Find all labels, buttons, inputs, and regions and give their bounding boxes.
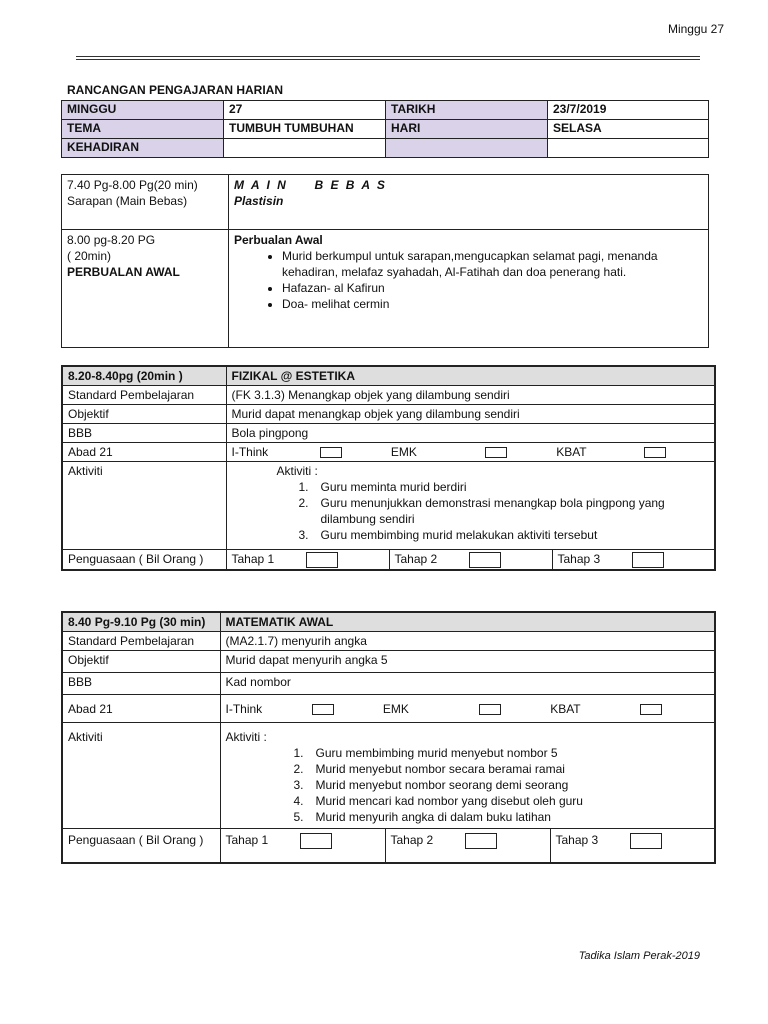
tahap2-label: Tahap 2	[390, 833, 434, 847]
abad-label: Abad 21	[62, 695, 220, 723]
schedule-row	[62, 230, 709, 348]
lesson-table-matematik	[61, 611, 716, 864]
kbat-label: KBAT	[556, 445, 587, 459]
step-list	[299, 479, 710, 543]
document-title: RANCANGAN PENGAJARAN HARIAN	[67, 83, 284, 97]
activity-title: Perbualan Awal	[234, 233, 323, 247]
tahap2-cell	[385, 829, 550, 863]
tema-label: TEMA	[62, 120, 224, 139]
lesson-header-row	[62, 612, 715, 632]
time-cell	[62, 175, 229, 230]
sp-label: Standard Pembelajaran	[62, 386, 226, 405]
duration-text: ( 20min)	[67, 249, 112, 263]
time-cell	[62, 230, 229, 348]
abad-label: Abad 21	[62, 443, 226, 462]
tahap2-input[interactable]	[465, 833, 497, 849]
ithink-label: I-Think	[231, 445, 269, 459]
tahap3-cell	[552, 550, 715, 570]
bbb-value: Bola pingpong	[226, 424, 715, 443]
tahap2-label: Tahap 2	[394, 552, 438, 566]
tarikh-value: 23/7/2019	[548, 101, 709, 120]
time-sub: Sarapan (Main Bebas)	[67, 194, 188, 208]
table-row	[62, 673, 715, 695]
objektif-value: Murid dapat menyurih angka 5	[220, 651, 715, 673]
tema-value: TUMBUH TUMBUHAN	[224, 120, 386, 139]
list-item: 2. Murid menyebut nombor secara beramai ramai	[293, 762, 565, 776]
info-table	[61, 100, 709, 158]
objektif-label: Objektif	[62, 651, 220, 673]
tahap1-cell	[220, 829, 385, 863]
time-text: 8.00 pg-8.20 PG	[67, 233, 156, 247]
aktiviti-cell	[226, 462, 715, 550]
bullet-list	[234, 248, 703, 312]
abad-options	[220, 695, 715, 723]
lesson-time: 8.20-8.40pg (20min )	[62, 366, 226, 386]
sp-value: (MA2.1.7) menyurih angka	[220, 632, 715, 651]
minggu-label: MINGGU	[62, 101, 224, 120]
tahap3-cell	[550, 829, 715, 863]
aktiviti-label: Aktiviti	[62, 462, 226, 550]
list-item: 1. Guru membimbing murid menyebut nombor 5	[293, 746, 558, 760]
week-label: Minggu 27	[667, 22, 724, 36]
kbat-label: KBAT	[550, 701, 581, 716]
kehadiran-value[interactable]	[224, 139, 386, 158]
list-item: 4. Murid mencari kad nombor yang disebut oleh guru	[293, 794, 583, 808]
bbb-label: BBB	[62, 673, 220, 695]
list-item: • Murid berkumpul untuk sarapan,mengucapkan selamat pagi, menanda kehadiran, melafaz syahadah, Al-Fatihah dan doa penerang hati.	[282, 248, 703, 280]
table-row	[62, 632, 715, 651]
hari-label: HARI	[386, 120, 548, 139]
lesson-header-row	[62, 366, 715, 386]
table-row	[62, 405, 715, 424]
aktiviti-title: Aktiviti :	[276, 464, 318, 478]
list-item: 5. Murid menyurih angka di dalam buku latihan	[293, 810, 551, 824]
penguasaan-label: Penguasaan ( Bil Orang )	[62, 550, 226, 570]
tahap1-label: Tahap 1	[231, 552, 275, 566]
session-label: PERBUALAN AWAL	[67, 265, 180, 279]
ithink-checkbox[interactable]	[320, 447, 342, 458]
header-divider-2	[76, 59, 700, 60]
lesson-subject: MATEMATIK AWAL	[220, 612, 715, 632]
table-row	[62, 695, 715, 723]
sp-value: (FK 3.1.3) Menangkap objek yang dilambung sendiri	[226, 386, 715, 405]
lesson-time: 8.40 Pg-9.10 Pg (30 min)	[62, 612, 220, 632]
list-item: • Hafazan- al Kafirun	[282, 280, 703, 296]
tahap3-label: Tahap 3	[557, 552, 601, 566]
schedule-table	[61, 174, 709, 348]
table-row	[62, 723, 715, 829]
tahap1-cell	[226, 550, 389, 570]
info-row	[62, 139, 709, 158]
step-list	[294, 745, 710, 825]
penguasaan-label: Penguasaan ( Bil Orang )	[62, 829, 220, 863]
list-item: 3. Guru membimbing murid melakukan aktiviti tersebut	[298, 528, 598, 542]
header-divider	[76, 56, 700, 57]
info-row	[62, 101, 709, 120]
schedule-row	[62, 175, 709, 230]
table-row	[62, 443, 715, 462]
bbb-value: Kad nombor	[220, 673, 715, 695]
list-item: • Doa- melihat cermin	[282, 296, 703, 312]
footer-text: Tadika Islam Perak-2019	[578, 950, 700, 962]
abad-options	[226, 443, 715, 462]
time-text: 7.40 Pg-8.00 Pg(20 min)	[67, 178, 198, 192]
list-item: 2. Guru menunjukkan demonstrasi menangkap bola pingpong yang dilambung sendiri	[298, 496, 665, 526]
kehadiran-label: KEHADIRAN	[62, 139, 224, 158]
table-row	[62, 651, 715, 673]
objektif-value: Murid dapat menangkap objek yang dilambung sendiri	[226, 405, 715, 424]
table-row	[62, 386, 715, 405]
tahap2-input[interactable]	[469, 552, 501, 568]
aktiviti-label: Aktiviti	[62, 723, 220, 829]
table-row	[62, 550, 715, 570]
sp-label: Standard Pembelajaran	[62, 632, 220, 651]
emk-label: EMK	[390, 445, 417, 459]
blank-value-cell[interactable]	[548, 139, 709, 158]
table-row	[62, 424, 715, 443]
aktiviti-title: Aktiviti :	[225, 730, 267, 744]
minggu-value: 27	[224, 101, 386, 120]
ithink-label: I-Think	[225, 701, 263, 716]
list-item: 1. Guru meminta murid berdiri	[298, 480, 467, 494]
blank-label-cell	[386, 139, 548, 158]
lesson-subject: FIZIKAL @ ESTETIKA	[226, 366, 715, 386]
table-row	[62, 462, 715, 550]
emk-checkbox[interactable]	[485, 447, 507, 458]
objektif-label: Objektif	[62, 405, 226, 424]
tahap3-input[interactable]	[630, 833, 662, 849]
tahap2-cell	[389, 550, 552, 570]
kbat-checkbox[interactable]	[640, 704, 662, 715]
activity-cell	[229, 230, 709, 348]
activity-cell	[229, 175, 709, 230]
tahap1-label: Tahap 1	[225, 833, 269, 847]
emk-checkbox[interactable]	[479, 704, 501, 715]
ithink-checkbox[interactable]	[312, 704, 334, 715]
tahap3-input[interactable]	[632, 552, 664, 568]
tahap1-input[interactable]	[306, 552, 338, 568]
hari-value: SELASA	[548, 120, 709, 139]
activity-sub: Plastisin	[234, 194, 284, 208]
lesson-table-fizikal	[61, 365, 716, 571]
tahap3-label: Tahap 3	[555, 833, 599, 847]
tahap1-input[interactable]	[300, 833, 332, 849]
table-row	[62, 829, 715, 863]
list-item: 3. Murid menyebut nombor seorang demi seorang	[293, 778, 569, 792]
bbb-label: BBB	[62, 424, 226, 443]
kbat-checkbox[interactable]	[644, 447, 666, 458]
tarikh-label: TARIKH	[386, 101, 548, 120]
emk-label: EMK	[382, 701, 409, 716]
activity-title: M A I N B E B A S	[234, 178, 387, 192]
info-row	[62, 120, 709, 139]
aktiviti-cell	[220, 723, 715, 829]
